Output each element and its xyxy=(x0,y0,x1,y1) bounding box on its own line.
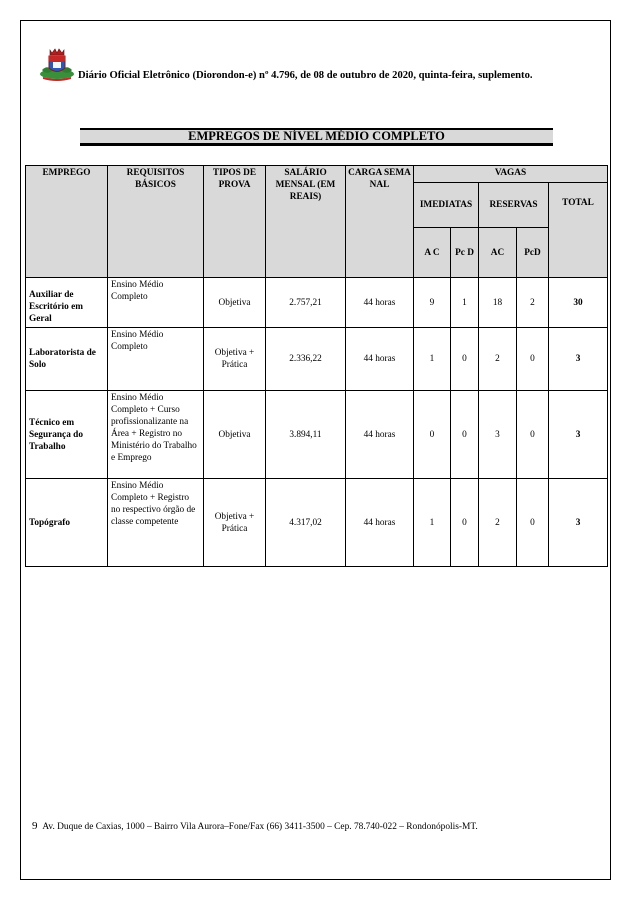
page-number: 9 xyxy=(32,820,38,832)
document-footer xyxy=(32,820,478,832)
header-reservas-ac: AC xyxy=(479,228,517,278)
vagas-imediatas-pcd: 0 xyxy=(451,391,479,479)
job-salary: 2.757,21 xyxy=(266,278,346,328)
vagas-imediatas-pcd: 1 xyxy=(451,278,479,328)
job-weekly-hours: 44 horas xyxy=(346,479,414,567)
table-row xyxy=(26,278,608,328)
job-test-types: Objetiva + Prática xyxy=(204,328,266,391)
vagas-total: 3 xyxy=(549,391,608,479)
job-test-types: Objetiva + Prática xyxy=(204,479,266,567)
vagas-total: 30 xyxy=(549,278,608,328)
table-row xyxy=(26,391,608,479)
job-requirements: Ensino Médio Completo + Curso profissionalizante na Área + Registro no Ministério do Trabalho e Emprego xyxy=(108,391,204,479)
job-name: Topógrafo xyxy=(26,479,108,567)
vagas-reservas-ac: 3 xyxy=(479,391,517,479)
vagas-reservas-pcd: 2 xyxy=(517,278,549,328)
header-requisitos: REQUISITOS BÁSICOS xyxy=(108,166,204,278)
job-name: Laboratorista de Solo xyxy=(26,328,108,391)
vagas-reservas-pcd: 0 xyxy=(517,328,549,391)
job-salary: 3.894,11 xyxy=(266,391,346,479)
vagas-total: 3 xyxy=(549,328,608,391)
vagas-imediatas-ac: 0 xyxy=(414,391,451,479)
header-vagas: VAGAS xyxy=(414,166,608,183)
vagas-reservas-ac: 2 xyxy=(479,328,517,391)
vagas-imediatas-ac: 9 xyxy=(414,278,451,328)
vagas-reservas-ac: 2 xyxy=(479,479,517,567)
job-requirements: Ensino Médio Completo + Registro no respectivo órgão de classe competente xyxy=(108,479,204,567)
header-total: TOTAL xyxy=(549,183,608,278)
vagas-total: 3 xyxy=(549,479,608,567)
job-weekly-hours: 44 horas xyxy=(346,391,414,479)
job-salary: 2.336,22 xyxy=(266,328,346,391)
vagas-reservas-ac: 18 xyxy=(479,278,517,328)
job-weekly-hours: 44 horas xyxy=(346,328,414,391)
table-row xyxy=(26,479,608,567)
header-emprego: EMPREGO xyxy=(26,166,108,278)
header-salario: SALÁRIO MENSAL (EM REAIS) xyxy=(266,166,346,278)
job-test-types: Objetiva xyxy=(204,391,266,479)
job-salary: 4.317,02 xyxy=(266,479,346,567)
publication-title: Diário Oficial Eletrônico (Diorondon-e) nº 4.796, de 08 de outubro de 2020, quinta-feira, suplemento. xyxy=(78,70,533,81)
header-carga-semanal: CARGA SEMANAL xyxy=(346,166,414,278)
vagas-reservas-pcd: 0 xyxy=(517,391,549,479)
vagas-imediatas-ac: 1 xyxy=(414,328,451,391)
header-imediatas-pcd: Pc D xyxy=(451,228,479,278)
vagas-imediatas-pcd: 0 xyxy=(451,479,479,567)
vagas-imediatas-pcd: 0 xyxy=(451,328,479,391)
job-name: Técnico em Segurança do Trabalho xyxy=(26,391,108,479)
footer-address: Av. Duque de Caxias, 1000 – Bairro Vila Aurora–Fone/Fax (66) 3411-3500 – Cep. 78.740-022 – Rondonópolis-MT. xyxy=(42,822,478,832)
header-imediatas: IMEDIATAS xyxy=(414,183,479,228)
header-imediatas-ac: A C xyxy=(414,228,451,278)
table-row xyxy=(26,328,608,391)
section-title: EMPREGOS DE NÍVEL MÉDIO COMPLETO xyxy=(80,128,553,146)
header-tipos-de-prova: TIPOS DE PROVA xyxy=(204,166,266,278)
vagas-imediatas-ac: 1 xyxy=(414,479,451,567)
jobs-table xyxy=(25,165,608,567)
job-weekly-hours: 44 horas xyxy=(346,278,414,328)
vagas-reservas-pcd: 0 xyxy=(517,479,549,567)
header-reservas: RESERVAS xyxy=(479,183,549,228)
document-header xyxy=(38,44,598,84)
job-requirements: Ensino Médio Completo xyxy=(108,328,204,391)
municipal-coat-of-arms-icon xyxy=(38,44,76,82)
job-requirements: Ensino Médio Completo xyxy=(108,278,204,328)
job-name: Auxiliar de Escritório em Geral xyxy=(26,278,108,328)
header-reservas-pcd: PcD xyxy=(517,228,549,278)
job-test-types: Objetiva xyxy=(204,278,266,328)
